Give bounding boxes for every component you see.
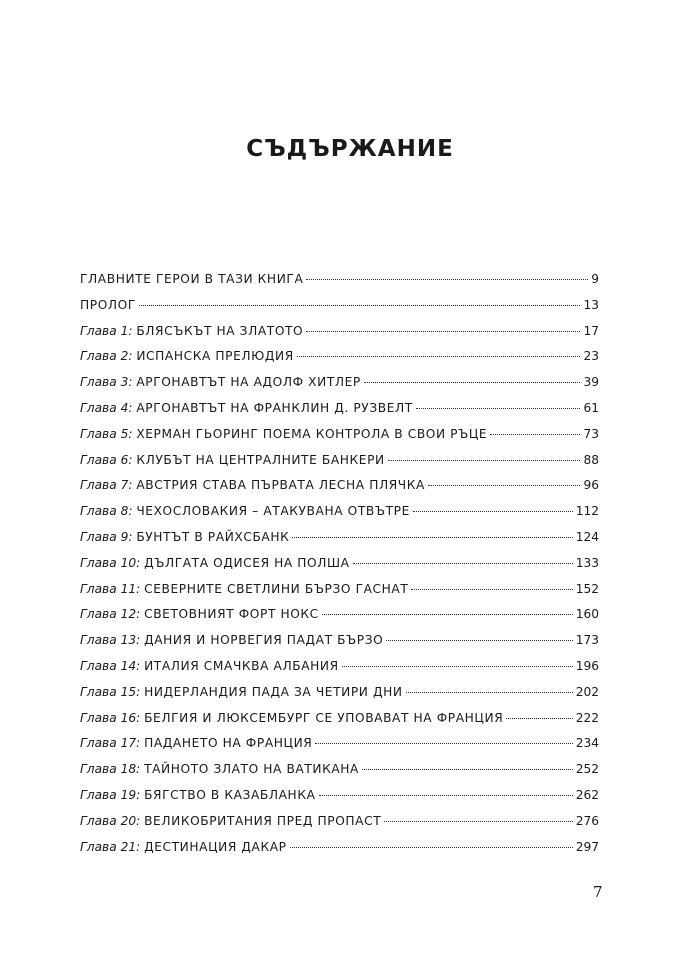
chapter-title: БЕЛГИЯ И ЛЮКСЕМБУРГ СЕ УПОВАВАТ НА ФРАНЦИЯ — [144, 710, 504, 725]
toc-page-number: 234 — [575, 736, 599, 751]
toc-entry-text — [80, 476, 425, 494]
toc-page-number: 13 — [583, 297, 599, 312]
dot-leader — [406, 692, 573, 693]
dot-leader — [342, 666, 573, 667]
chapter-label: Глава 9: — [80, 529, 133, 544]
chapter-label: Глава 1: — [80, 323, 133, 338]
dot-leader — [428, 485, 581, 486]
toc-page-number: 112 — [575, 504, 599, 519]
toc-entry-text — [80, 554, 350, 572]
chapter-label: Глава 2: — [80, 349, 133, 364]
toc-page-number: 23 — [583, 349, 599, 364]
toc-entry — [80, 786, 599, 812]
toc-entry — [80, 580, 599, 606]
toc-page-number: 124 — [575, 529, 599, 544]
toc-page-number: 17 — [583, 323, 599, 338]
toc-entry-text — [80, 425, 487, 443]
toc-entry — [80, 373, 599, 399]
toc-entry-text — [80, 786, 316, 804]
toc-entry — [80, 657, 599, 683]
toc-page-number: 222 — [575, 710, 599, 725]
toc-entry — [80, 760, 599, 786]
dot-leader — [290, 847, 573, 848]
toc-page-number: 262 — [575, 787, 599, 802]
chapter-label: Глава 18: — [80, 762, 141, 777]
toc-page-number: 73 — [583, 426, 599, 441]
chapter-title: ХЕРМАН ГЬОРИНГ ПОЕМА КОНТРОЛА В СВОИ РЪЦЕ — [136, 426, 488, 441]
toc-page-number: 173 — [575, 633, 599, 648]
dot-leader — [292, 537, 572, 538]
toc-page-number: 133 — [575, 555, 599, 570]
toc-entry — [80, 605, 599, 631]
toc-entry — [80, 425, 599, 451]
dot-leader — [490, 434, 580, 435]
toc-entry-text — [80, 812, 381, 830]
toc-entry — [80, 838, 599, 864]
chapter-title: ДАНИЯ И НОРВЕГИЯ ПАДАТ БЪРЗО — [144, 633, 384, 648]
toc-entry-text — [80, 502, 410, 520]
chapter-title: ПАДАНЕТО НА ФРАНЦИЯ — [144, 736, 313, 751]
dot-leader — [315, 743, 572, 744]
chapter-title: БУНТЪТ В РАЙХСБАНК — [136, 529, 290, 544]
chapter-title: БЯГСТВО В КАЗАБЛАНКА — [144, 787, 316, 802]
dot-leader — [353, 563, 573, 564]
chapter-title: АВСТРИЯ СТАВА ПЪРВАТА ЛЕСНА ПЛЯЧКА — [136, 478, 425, 493]
toc-page-number: 39 — [583, 375, 599, 390]
toc-page-number: 202 — [575, 684, 599, 699]
toc-entry — [80, 270, 599, 296]
toc-entry — [80, 476, 599, 502]
chapter-title: ИТАЛИЯ СМАЧКВА АЛБАНИЯ — [144, 658, 339, 673]
chapter-title: ВЕЛИКОБРИТАНИЯ ПРЕД ПРОПАСТ — [144, 813, 382, 828]
toc-page-number: 9 — [591, 272, 599, 286]
toc-page-number: 196 — [575, 658, 599, 673]
dot-leader — [319, 795, 573, 796]
dot-leader — [306, 331, 580, 332]
toc-page-number: 88 — [583, 452, 599, 467]
toc-entry — [80, 683, 599, 709]
chapter-label: Глава 14: — [80, 658, 141, 673]
toc-entry-text — [80, 838, 287, 856]
chapter-label: Глава 3: — [80, 375, 133, 390]
chapter-title: СВЕТОВНИЯТ ФОРТ НОКС — [144, 607, 319, 622]
toc-page-number: 276 — [575, 813, 599, 828]
page-title: СЪДЪРЖАНИЕ — [246, 136, 454, 162]
toc-entry-text — [80, 373, 361, 391]
chapter-title: ПРОЛОГ — [80, 297, 136, 312]
toc-entry — [80, 347, 599, 373]
table-of-contents — [80, 270, 599, 863]
chapter-label: Глава 11: — [80, 581, 141, 596]
dot-leader — [306, 279, 588, 280]
toc-entry — [80, 812, 599, 838]
chapter-label: Глава 4: — [80, 400, 133, 415]
dot-leader — [322, 614, 573, 615]
toc-entry-text — [80, 631, 383, 649]
toc-entry-text — [80, 734, 312, 752]
toc-entry-text — [80, 760, 359, 778]
toc-entry — [80, 631, 599, 657]
chapter-label: Глава 12: — [80, 607, 141, 622]
toc-entry-text — [80, 296, 136, 314]
chapter-label: Глава 20: — [80, 813, 141, 828]
chapter-label: Глава 17: — [80, 736, 141, 751]
chapter-title: ЧЕХОСЛОВАКИЯ – АТАКУВАНА ОТВЪТРЕ — [136, 504, 410, 519]
chapter-title: ДЪЛГАТА ОДИСЕЯ НА ПОЛША — [144, 555, 350, 570]
chapter-title: ИСПАНСКА ПРЕЛЮДИЯ — [136, 349, 294, 364]
chapter-label: Глава 19: — [80, 787, 141, 802]
dot-leader — [384, 821, 572, 822]
dot-leader — [297, 356, 581, 357]
toc-page-number: 61 — [583, 400, 599, 415]
toc-entry-text — [80, 399, 413, 417]
chapter-title: БЛЯСЪКЪТ НА ЗЛАТОТО — [136, 323, 304, 338]
chapter-label: Глава 16: — [80, 710, 141, 725]
chapter-label: Глава 5: — [80, 426, 133, 441]
toc-entry — [80, 296, 599, 322]
toc-entry-text — [80, 270, 303, 288]
dot-leader — [416, 408, 581, 409]
chapter-title: ГЛАВНИТЕ ГЕРОИ В ТАЗИ КНИГА — [80, 272, 304, 286]
toc-page-number: 160 — [575, 607, 599, 622]
dot-leader — [362, 769, 573, 770]
toc-entry — [80, 734, 599, 760]
chapter-label: Глава 10: — [80, 555, 141, 570]
toc-entry-text — [80, 322, 303, 340]
toc-entry-text — [80, 451, 385, 469]
toc-page-number: 152 — [575, 581, 599, 596]
dot-leader — [413, 511, 573, 512]
page-number: 7 — [593, 883, 603, 901]
toc-page-number: 96 — [583, 478, 599, 493]
chapter-title: ТАЙНОТО ЗЛАТО НА ВАТИКАНА — [144, 762, 359, 777]
toc-entry-text — [80, 683, 403, 701]
chapter-title: АРГОНАВТЪТ НА АДОЛФ ХИТЛЕР — [136, 375, 361, 390]
toc-entry — [80, 451, 599, 477]
chapter-label: Глава 21: — [80, 839, 141, 854]
toc-page-number: 252 — [575, 762, 599, 777]
toc-entry-text — [80, 709, 503, 727]
dot-leader — [386, 640, 572, 641]
toc-entry-text — [80, 347, 294, 365]
chapter-label: Глава 6: — [80, 452, 133, 467]
chapter-title: СЕВЕРНИТЕ СВЕТЛИНИ БЪРЗО ГАСНАТ — [144, 581, 409, 596]
chapter-title: ДЕСТИНАЦИЯ ДАКАР — [144, 839, 287, 854]
toc-entry — [80, 502, 599, 528]
toc-page-number: 297 — [575, 839, 599, 854]
dot-leader — [506, 718, 572, 719]
chapter-title: КЛУБЪТ НА ЦЕНТРАЛНИТЕ БАНКЕРИ — [136, 452, 385, 467]
toc-entry — [80, 554, 599, 580]
chapter-title: НИДЕРЛАНДИЯ ПАДА ЗА ЧЕТИРИ ДНИ — [144, 684, 403, 699]
toc-entry-text — [80, 605, 319, 623]
dot-leader — [364, 382, 581, 383]
toc-entry-text — [80, 528, 289, 546]
dot-leader — [411, 589, 572, 590]
chapter-label: Глава 15: — [80, 684, 141, 699]
toc-entry — [80, 709, 599, 735]
chapter-label: Глава 7: — [80, 478, 133, 493]
toc-entry — [80, 528, 599, 554]
chapter-label: Глава 13: — [80, 633, 141, 648]
toc-entry-text — [80, 657, 339, 675]
toc-entry-text — [80, 580, 408, 598]
chapter-title: АРГОНАВТЪТ НА ФРАНКЛИН Д. РУЗВЕЛТ — [136, 400, 413, 415]
dot-leader — [388, 460, 581, 461]
chapter-label: Глава 8: — [80, 504, 133, 519]
dot-leader — [139, 305, 581, 306]
toc-entry — [80, 399, 599, 425]
toc-entry — [80, 322, 599, 348]
